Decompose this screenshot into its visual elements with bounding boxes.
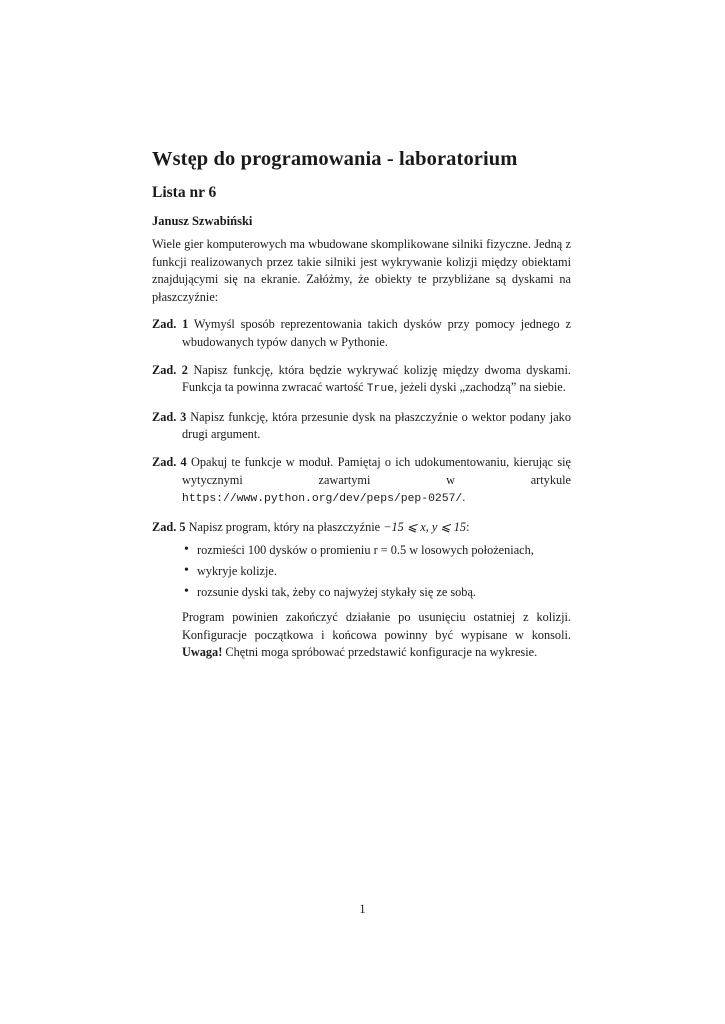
math-range: −15 ⩽ x, y ⩽ 15 <box>383 519 467 534</box>
closing-text: Program powinien zakończyć działanie po usunięciu ostatniej z kolizji. Konfiguracje początkowa i końcowa powinny być wypisane w konsoli. <box>182 610 571 642</box>
note-label: Uwaga! <box>182 645 223 660</box>
bullet-item: • wykryje kolizje. <box>197 563 571 581</box>
task-4 <box>152 454 571 509</box>
task-label: Zad. 2 <box>152 362 188 377</box>
task-3 <box>152 409 571 444</box>
task-label: Zad. 5 <box>152 519 186 534</box>
task-2 <box>152 362 571 399</box>
document-title: Wstęp do programowania - laboratorium <box>152 148 518 170</box>
task-text: Napisz funkcję, która przesunie dysk na płaszczyźnie o wektor podany jako drugi argument. <box>182 409 571 442</box>
page-number: 1 <box>359 902 366 916</box>
task-5-closing <box>182 609 571 662</box>
pep-link[interactable]: https://www.python.org/dev/peps/pep-0257/ <box>182 493 463 506</box>
task-5 <box>152 519 571 537</box>
task-label: Zad. 1 <box>152 317 189 332</box>
code-snippet: True <box>366 383 395 396</box>
author-name: Janusz Szwabiński <box>152 214 253 228</box>
intro-paragraph: Wiele gier komputerowych ma wbudowane skomplikowane silniki fizyczne. Jedną z funkcji realizowanych przez takie silniki jest wykrywanie kolizji między obiektami znajdującymi się na ekranie. Załóżmy, że obiekty te przybliżane są dyskami na płaszczyźnie: <box>152 237 571 304</box>
task-text: , jeżeli dyski „zachodzą” na siebie. <box>394 380 566 395</box>
task-label: Zad. 3 <box>152 409 187 424</box>
note-text: Chętni moga spróbować przedstawić konfiguracje na wykresie. <box>222 645 538 660</box>
task-label: Zad. 4 <box>152 454 187 469</box>
bullet-item: • rozsunie dyski tak, żeby co najwyżej stykały się ze sobą. <box>197 584 571 602</box>
task-text: Napisz funkcję, która będzie wykrywać kolizję między dwoma dyskami. Funkcja ta powinna zwracać wartość <box>182 362 571 395</box>
task-1 <box>152 316 571 351</box>
bullet-item: • rozmieści 100 dysków o promieniu r = 0.5 w losowych położeniach, <box>197 542 571 560</box>
task-text: Wymyśl sposób reprezentowania takich dysków przy pomocy jednego z wbudowanych typów danych w Pythonie. <box>182 317 571 349</box>
document-page <box>152 146 571 662</box>
task-text: . <box>462 490 466 505</box>
task-text: Opakuj te funkcje w moduł. Pamiętaj o ich udokumentowaniu, kierując się wytycznymi zawartymi w artykule <box>182 454 571 487</box>
task-text: Napisz program, który na płaszczyźnie <box>188 519 384 534</box>
document-subtitle: Lista nr 6 <box>152 184 217 201</box>
task-5-bullet-list <box>152 542 571 601</box>
task-text: : <box>466 519 470 534</box>
